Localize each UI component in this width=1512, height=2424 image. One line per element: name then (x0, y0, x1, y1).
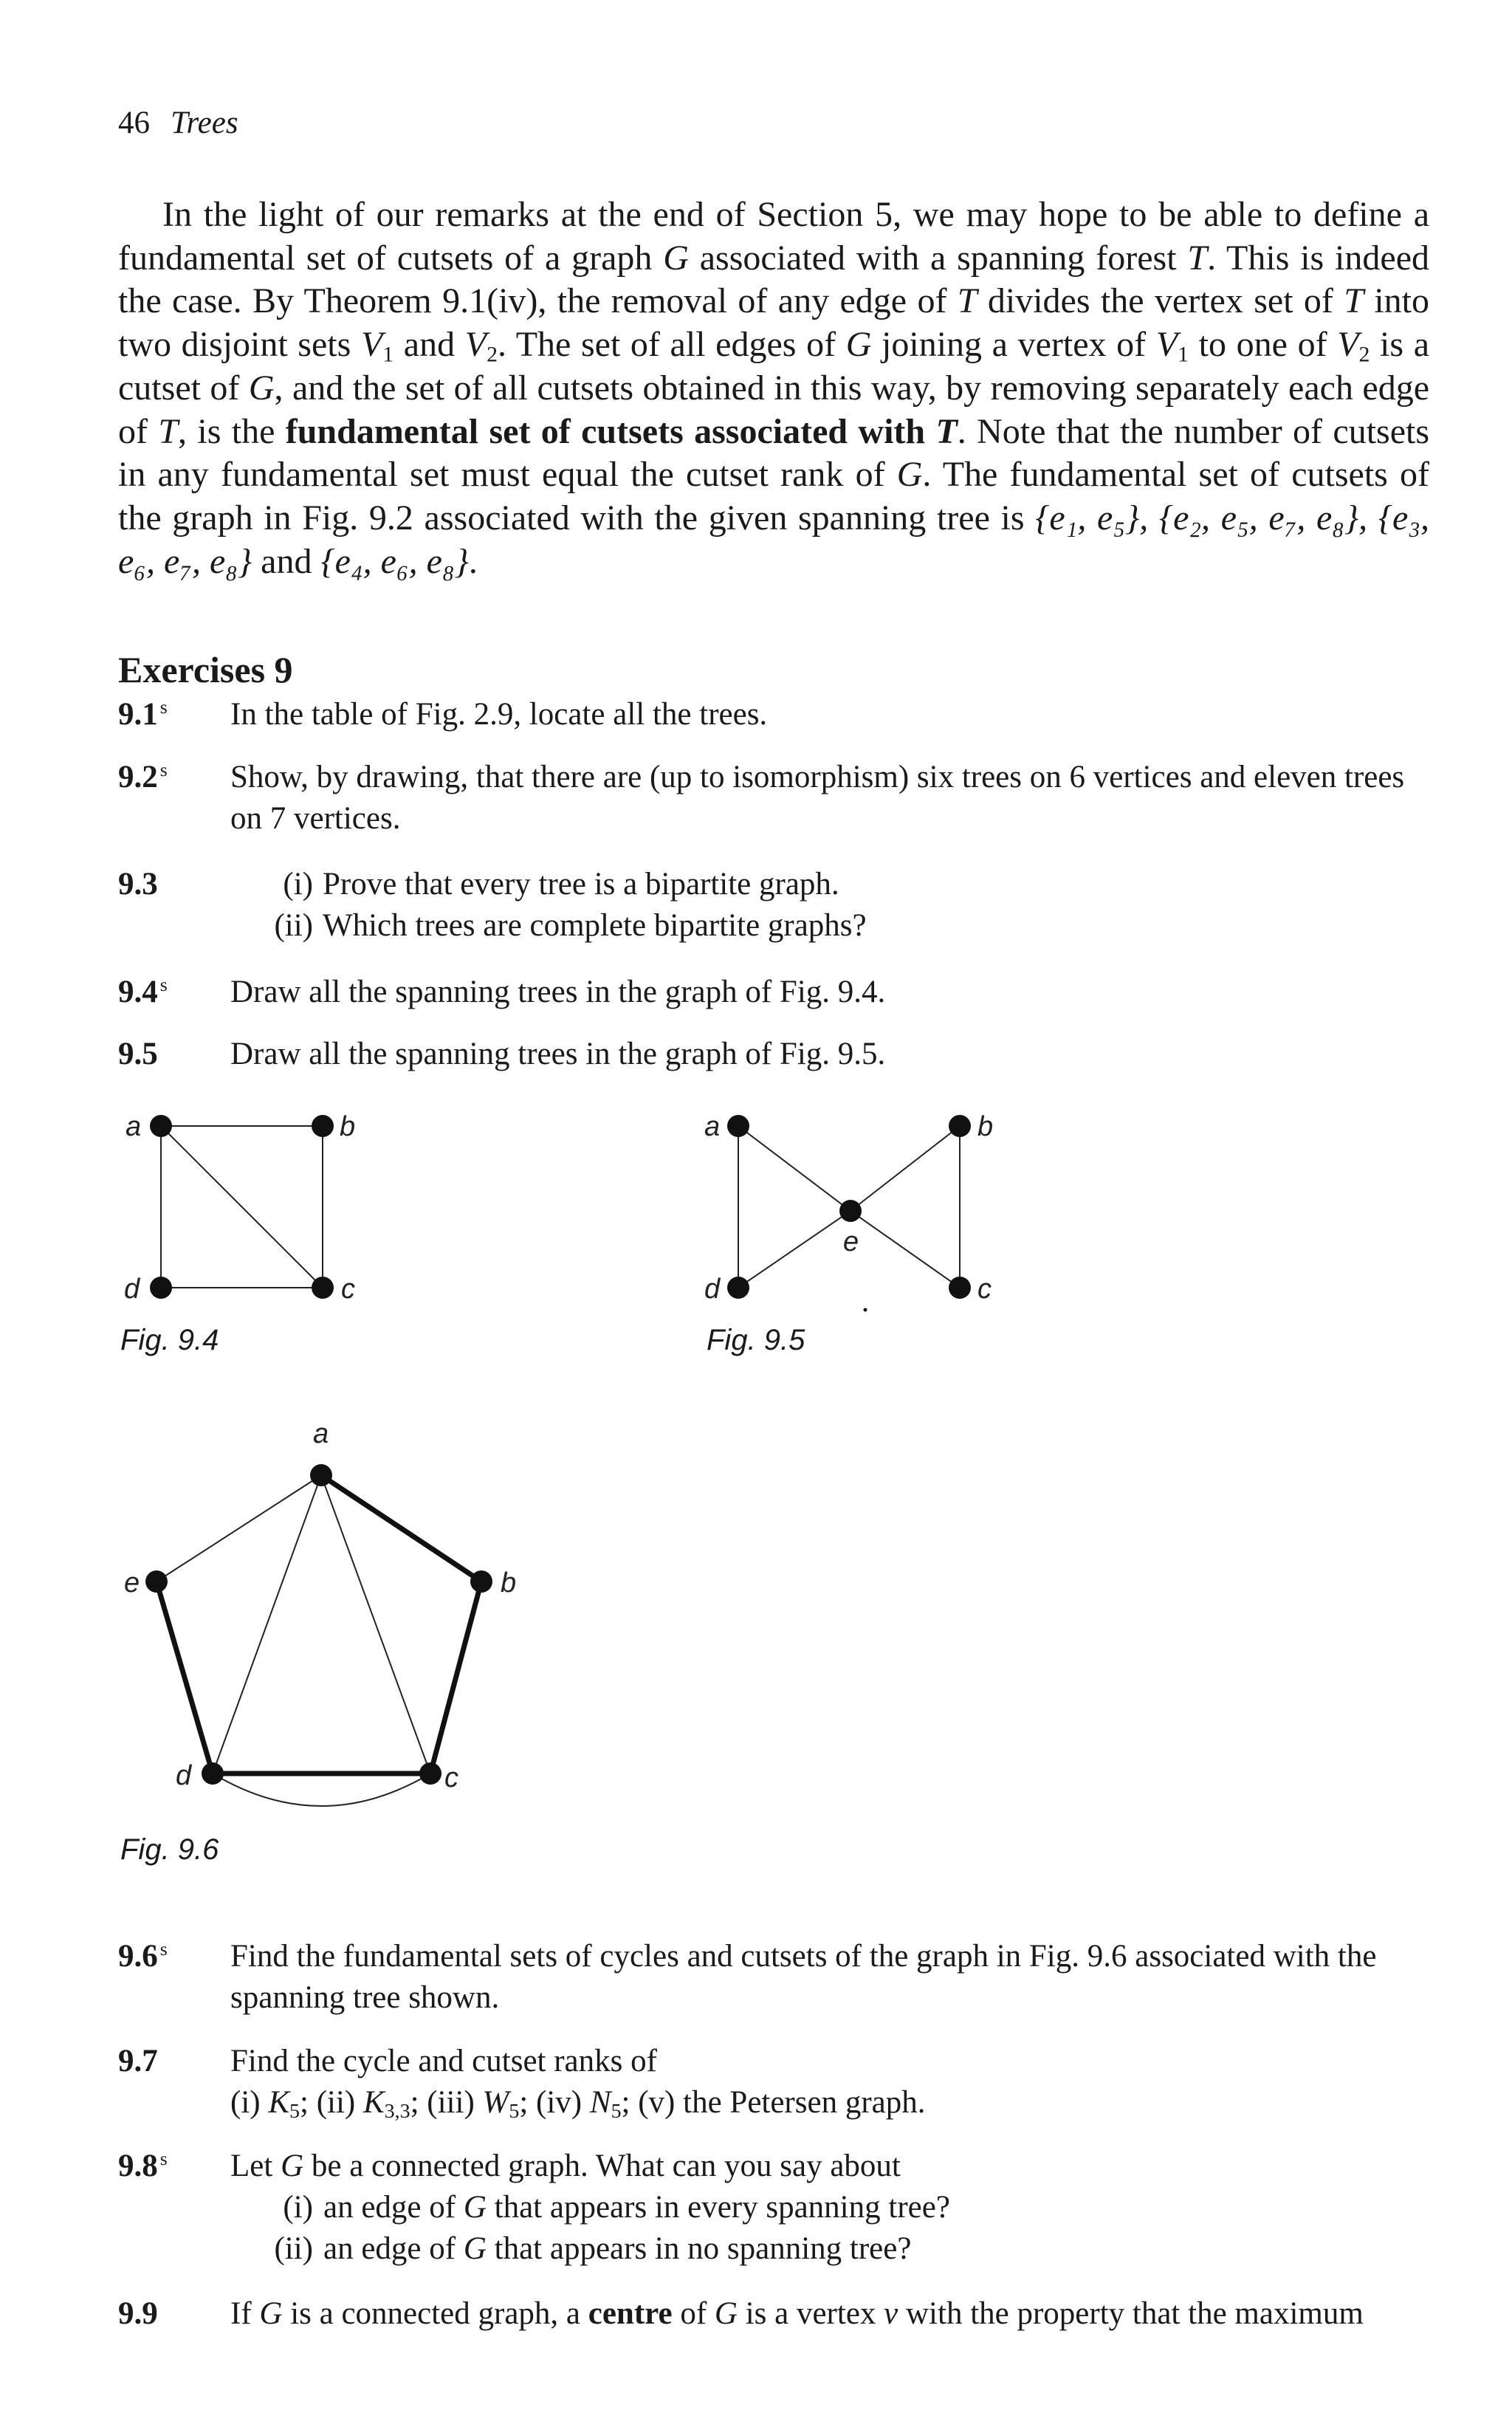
edge-ae (738, 1126, 850, 1211)
exercise-9-6: 9.6 $^s$ Find the fundamental sets of cycles and cutsets of the graph in Fig. 9.6 associated with the spanning tree shown. (118, 1937, 1377, 2015)
label-d: d (124, 1274, 140, 1305)
label-d: d (176, 1760, 192, 1791)
vertex-e (839, 1200, 862, 1222)
figure-9-6 (111, 1418, 568, 1838)
label-a: a (704, 1111, 721, 1142)
vertex-c (949, 1277, 971, 1299)
label-c: c (977, 1274, 992, 1305)
figure-9-5 (694, 1093, 1019, 1329)
cutset-list: {e₁, e₅}, {e₂, e₅, e₇, e₈}, {e₃, e₆, e₇, e₈} (118, 498, 1430, 581)
figure-9-5-caption: Fig. 9.5 (707, 1324, 805, 1356)
tree-edge-ab (321, 1475, 481, 1582)
vertex-a (727, 1115, 749, 1137)
figure-9-6-caption: Fig. 9.6 (120, 1833, 219, 1866)
stray-dot (864, 1308, 867, 1312)
vertex-e (145, 1570, 168, 1593)
exercises-heading: Exercises 9 (118, 649, 293, 690)
exercise-9-4: 9.4 $^s$ Draw all the spanning trees in the graph of Fig. 9.4. (118, 973, 886, 1009)
vertex-a (150, 1115, 172, 1137)
vertex-b (949, 1115, 971, 1137)
label-a: a (313, 1418, 329, 1449)
defined-term: fundamental set of cutsets associated with (285, 411, 936, 451)
tree-edge-bc (430, 1582, 481, 1774)
exercise-9-8: 9.8 $^s$ Let G be a connected graph. What can you say about (i) an edge of G that appears in every spanning tree? (ii) an edge of G that appears in no spanning tree? (118, 2147, 950, 2266)
running-header (118, 105, 238, 141)
edge-ae (157, 1475, 321, 1582)
label-e: e (124, 1568, 140, 1599)
edge-dc-curved (213, 1774, 430, 1806)
intro-paragraph: In the light of our remarks at the end of Section 5, we may hope to be able to define a fundamental set of cutsets of a graph G associated with a spanning forest T. This is indeed the case. By Theorem 9.1(iv), the removal of any edge of T divides the vertex set of T into two disjoint sets $V_1$ and $V_2$. The set of all edges of G joining a vertex of $V_1$ to one of $V_2$ is a cutset of G, and the set of all cutsets obtained in this way, by removing separately each edge of T, is the fundamental set of cutsets associated with T. Note that the number of cutsets in any fundamental set must equal the cutset rank of G. The fundamental set of cutsets of the graph in Fig. 9.2 associated with the given spanning tree is {e₁, e₅}, {e₂, e₅, e₇, e₈}, {e₃, e₆, e₇, e₈} and {e₄, e₆, e₈}. (118, 195, 1430, 581)
label-c: c (444, 1762, 458, 1793)
vertex-d (202, 1762, 224, 1785)
page-number: 46 (118, 106, 150, 140)
edge-de (738, 1211, 850, 1288)
label-b: b (977, 1111, 994, 1142)
edge-ad (213, 1475, 321, 1774)
running-title: Trees (171, 106, 238, 140)
tree-edge-ed (157, 1582, 213, 1774)
vertex-c (419, 1762, 441, 1785)
exercise-9-5: 9.5 Draw all the spanning trees in the graph of Fig. 9.5. (118, 1037, 886, 1071)
exercise-9-3: 9.3 (i) Prove that every tree is a bipartite graph. (ii) Which trees are complete bipartite graphs? (118, 867, 867, 943)
label-a: a (126, 1111, 142, 1142)
exercise-9-7: 9.7 Find the cycle and cutset ranks of (i) $K_5$; (ii) $K_{3,3}$; (iii) $W_5$; (iv) $N_5$; (v) the Petersen graph. (118, 2044, 926, 2123)
vertex-d (727, 1277, 749, 1299)
spanning-tree-edges (157, 1475, 481, 1774)
vertex-b (470, 1570, 492, 1593)
figure-9-4-caption: Fig. 9.4 (120, 1324, 219, 1356)
exercise-9-1: 9.1 $^s$ In the table of Fig. 2.9, locate all the trees. (118, 696, 768, 732)
edge-ac (161, 1126, 323, 1288)
vertex-c (312, 1277, 334, 1299)
label-b: b (340, 1111, 356, 1142)
edge-be (850, 1126, 960, 1211)
exercise-9-2: 9.2 $^s$ Show, by drawing, that there are (up to isomorphism) six trees on 6 vertices and eleven trees on 7 vertices. (118, 758, 1405, 836)
figure-9-4 (111, 1093, 377, 1329)
vertex-d (150, 1277, 172, 1299)
vertex-b (312, 1115, 334, 1137)
edge-ce (850, 1211, 960, 1288)
label-d: d (704, 1274, 721, 1305)
exercise-9-9: 9.9 If G is a connected graph, a centre of G is a vertex v with the property that the maximum (118, 2296, 1364, 2331)
label-e: e (843, 1226, 859, 1257)
label-b: b (501, 1568, 517, 1599)
vertex-a (310, 1464, 332, 1486)
edge-ac (321, 1475, 430, 1774)
label-c: c (341, 1274, 355, 1305)
